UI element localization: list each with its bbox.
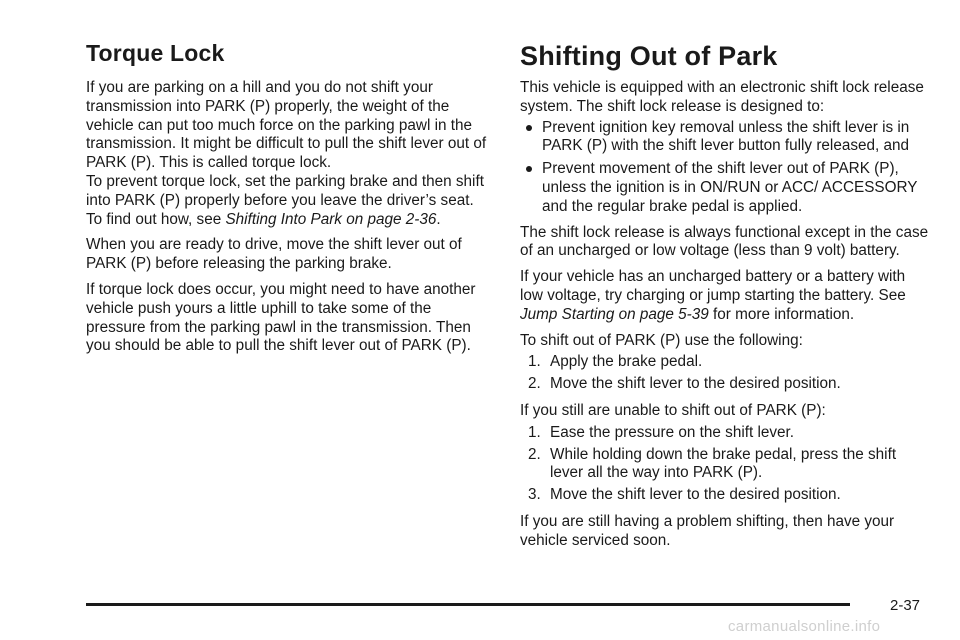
cross-reference-link[interactable]: Shifting Into Park on page 2-36 — [225, 210, 437, 228]
left-body — [86, 79, 492, 363]
list-item — [520, 375, 930, 394]
step-text: Move the shift lever to the desired position. — [550, 486, 841, 504]
list-item-text: Prevent movement of the shift lever out of PARK (P), unless the ignition is in ON/RUN or ACC/ ACCESSORY and the regular brake pedal is applied. — [542, 160, 918, 215]
step-number: 3. — [528, 486, 541, 504]
step-text: Ease the pressure on the shift lever. — [550, 423, 795, 441]
step-text: Move the shift lever to the desired position. — [550, 375, 841, 393]
steps-list — [520, 424, 930, 505]
page-number: 2-37 — [890, 597, 921, 614]
paragraph-text: for more information. — [708, 305, 855, 323]
list-item — [520, 424, 930, 443]
paragraph: To shift out of PARK (P) use the following: — [520, 331, 803, 349]
step-number: 2. — [528, 445, 541, 463]
list-item — [520, 160, 930, 216]
paragraph — [86, 173, 492, 229]
paragraph-text: If your vehicle has an uncharged battery or a battery with low voltage, try charging or jump starting the battery. See — [520, 268, 906, 304]
bullet-icon — [526, 166, 532, 172]
list-item — [520, 486, 930, 505]
step-number: 1. — [528, 353, 541, 371]
paragraph: If you are parking on a hill and you do not shift your transmission into PARK (P) properly, the weight of the vehicle can put too much force on the parking pawl in the transmission. It might be difficult to pull the shift lever out of PARK (P). This is called torque lock. — [86, 79, 487, 172]
list-item — [520, 119, 930, 157]
paragraph: This vehicle is equipped with an electronic shift lock release system. The shift lock release is designed to: — [520, 79, 924, 115]
step-number: 1. — [528, 423, 541, 441]
steps-list — [520, 353, 930, 394]
list-item — [520, 353, 930, 372]
section-title-torque-lock: Torque Lock — [86, 40, 225, 66]
paragraph-text: . — [436, 210, 441, 228]
paragraph: When you are ready to drive, move the shift lever out of PARK (P) before releasing the parking brake. — [86, 236, 462, 273]
step-text: While holding down the brake pedal, press the shift lever all the way into PARK (P). — [550, 445, 897, 482]
bullet-icon — [526, 125, 532, 131]
bullet-list — [520, 119, 930, 217]
watermark: carmanualsonline.info — [728, 618, 881, 635]
right-body — [520, 79, 930, 558]
paragraph-text: To prevent torque lock, set the parking brake and then shift into PARK (P) properly before you leave the driver’s seat. To find out how, see — [86, 172, 484, 228]
paragraph: The shift lock release is always functional except in the case of an uncharged or low voltage (less than 9 volt) battery. — [520, 223, 929, 260]
list-item-text: Prevent ignition key removal unless the shift lever is in PARK (P) with the shift lever button fully released, and — [542, 118, 910, 155]
paragraph: If you are still having a problem shifting, then have your vehicle serviced soon. — [520, 512, 895, 549]
paragraph: If torque lock does occur, you might need to have another vehicle push yours a little uphill to take some of the pressure from the parking pawl in the transmission. Then you should be able to pull the shift lever out of PARK (P). — [86, 280, 476, 355]
section-title-shifting-out-of-park: Shifting Out of Park — [520, 41, 778, 71]
paragraph — [520, 268, 930, 324]
list-item — [520, 446, 930, 484]
footer-rule — [86, 603, 850, 606]
cross-reference-link[interactable]: Jump Starting on page 5-39 — [520, 305, 709, 323]
step-text: Apply the brake pedal. — [550, 353, 703, 371]
paragraph: If you still are unable to shift out of PARK (P): — [520, 401, 826, 419]
step-number: 2. — [528, 375, 541, 393]
